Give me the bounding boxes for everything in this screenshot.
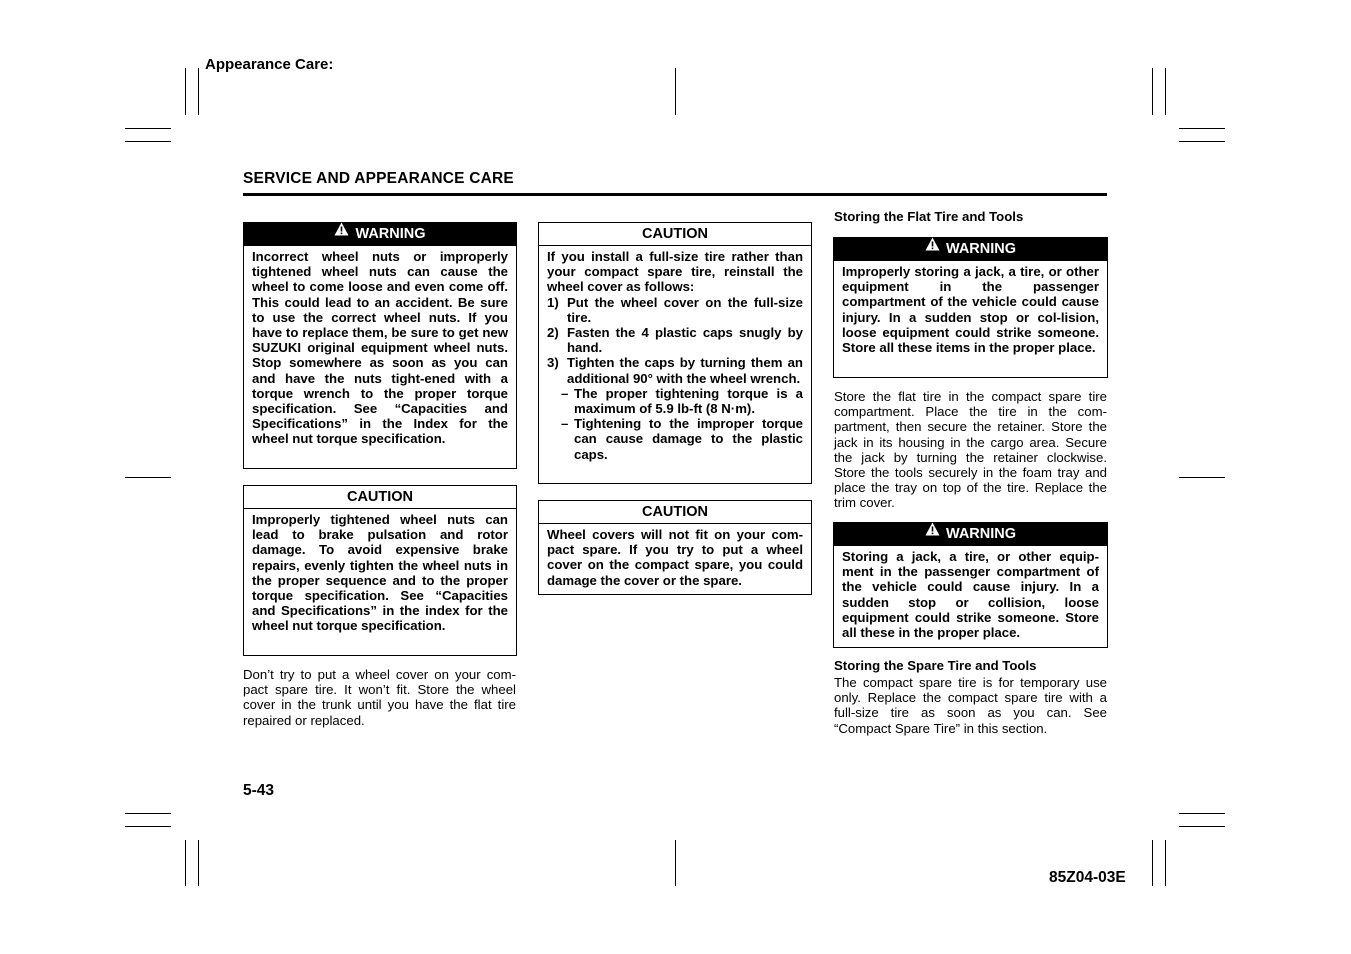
caution-box-wheel-covers: [538, 500, 812, 595]
crop-mark: [1152, 840, 1153, 886]
sub-list-item: [547, 416, 803, 462]
caution-box-tightening: [243, 485, 517, 656]
crop-mark: [198, 68, 199, 115]
step-text: Put the wheel cover on the full-size tire.: [567, 294, 803, 325]
crop-mark: [125, 477, 171, 478]
crop-mark: [125, 128, 171, 129]
warning-title: WARNING: [355, 226, 426, 242]
warning-text: Improperly storing a jack, a tire, or other equipment in the passenger compartment of the vehicle could cause injury. In a sudden stop or col-lision, loose equipment could strike someone. Store all these items in the proper place.: [842, 264, 1099, 356]
caution-header: CAUTION: [244, 486, 516, 509]
crop-mark: [185, 840, 186, 886]
crop-mark: [1179, 128, 1225, 129]
wheel-cover-paragraph: Don’t try to put a wheel cover on your com-pact spare tire. It won’t fit. Store the wheel cover in the trunk until you have the flat tire repaired or replaced.: [243, 667, 516, 728]
warning-header: [244, 223, 516, 246]
step-text: Tighten the caps by turning them an additional 90° with the wheel wrench.: [567, 355, 803, 386]
list-item: [547, 325, 803, 355]
crop-mark: [198, 840, 199, 886]
section-divider: [243, 193, 1107, 196]
crop-mark: [185, 68, 186, 115]
step-number: 3): [547, 355, 559, 371]
warning-triangle-icon: [925, 521, 940, 544]
warning-triangle-icon: [334, 221, 349, 244]
step-text: Fasten the 4 plastic caps snugly by hand.: [567, 325, 803, 356]
caution-text: Improperly tightened wheel nuts can lead to brake pulsation and rotor damage. To avoid expensive brake repairs, evenly tighten the wheel nuts in the proper sequence and to the proper torque specification. See “Capacities and Specifications” in the index for the wheel nut torque specification.: [252, 512, 508, 634]
crop-mark: [1179, 477, 1225, 478]
warning-triangle-icon: [925, 236, 940, 259]
heading-storing-spare-tire: Storing the Spare Tire and Tools: [834, 658, 1037, 673]
top-label: Appearance Care:: [205, 56, 334, 73]
caution-header: CAUTION: [539, 223, 811, 246]
sub-item-text: The proper tightening torque is a maximum of 5.9 lb-ft (8 N·m).: [574, 385, 803, 417]
sub-list-item: [547, 386, 803, 416]
crop-mark: [1179, 813, 1225, 814]
storing-flat-tire-paragraph: Store the flat tire in the compact spare tire compartment. Place the tire in the com-partment, then secure the retainer. Store the jack in its housing in the cargo area. Secure the jack by turning the retainer clockwise. Store the tools securely in the foam tray and place the tray on top of the tire. Replace the trim cover.: [834, 389, 1107, 511]
warning-box-passenger: [833, 522, 1108, 648]
step-number: 1): [547, 294, 559, 310]
storing-spare-tire-paragraph: The compact spare tire is for temporary use only. Replace the compact spare tire with a full-size tire as soon as you can. See “Compact Spare Tire” in this section.: [834, 675, 1107, 736]
crop-mark: [1152, 68, 1153, 115]
warning-box-wheel-nuts: [243, 222, 517, 469]
warning-header: [834, 523, 1107, 546]
warning-text: Incorrect wheel nuts or improperly tightened wheel nuts can cause the wheel to come loose and even come off. This could lead to an accident. Be sure to use the correct wheel nuts. If you have to replace them, be sure to get new SUZUKI original equipment wheel nuts. Stop somewhere as soon as you can and have the nuts tight-ened with a torque wrench to the proper torque specification. See “Capacities and Specifications” in the Index for the wheel nut torque specification.: [252, 249, 508, 447]
caution-header: CAUTION: [539, 501, 811, 524]
sub-item-dash: –: [561, 385, 569, 401]
section-title: SERVICE AND APPEARANCE CARE: [243, 170, 514, 187]
crop-mark: [125, 813, 171, 814]
crop-mark: [125, 826, 171, 827]
list-item: [547, 295, 803, 325]
warning-header: [834, 238, 1107, 261]
step-number: 2): [547, 325, 559, 341]
caution-box-reinstall: [538, 222, 812, 484]
heading-storing-flat-tire: Storing the Flat Tire and Tools: [834, 209, 1024, 224]
document-code: 85Z04-03E: [1049, 869, 1126, 886]
crop-mark: [675, 68, 676, 115]
crop-mark: [1165, 68, 1166, 115]
warning-title: WARNING: [945, 241, 1017, 257]
warning-title: WARNING: [945, 526, 1017, 542]
sub-item-dash: –: [561, 416, 569, 432]
sub-item-text: Tightening to the improper torque can cause damage to the plastic caps.: [574, 416, 803, 462]
warning-box-storing: [833, 237, 1108, 378]
crop-mark: [1165, 840, 1166, 886]
list-item: [547, 355, 803, 385]
caution-intro: If you install a full-size tire rather than your compact spare tire, reinstall the wheel cover as follows:: [547, 249, 803, 295]
crop-mark: [675, 840, 676, 886]
caution-body: [539, 246, 811, 466]
warning-text: Storing a jack, a tire, or other equip-ment in the passenger compartment of the vehicle could cause injury. In a sudden stop or collision, loose equipment could strike someone. Store all these in the proper place.: [842, 549, 1099, 641]
crop-mark: [125, 141, 171, 142]
crop-mark: [1179, 826, 1225, 827]
crop-mark: [1179, 141, 1225, 142]
caution-text: Wheel covers will not fit on your com-pact spare. If you try to put a wheel cover on the compact spare, you could damage the cover or the spare.: [547, 527, 803, 588]
page-number: 5-43: [243, 782, 275, 799]
